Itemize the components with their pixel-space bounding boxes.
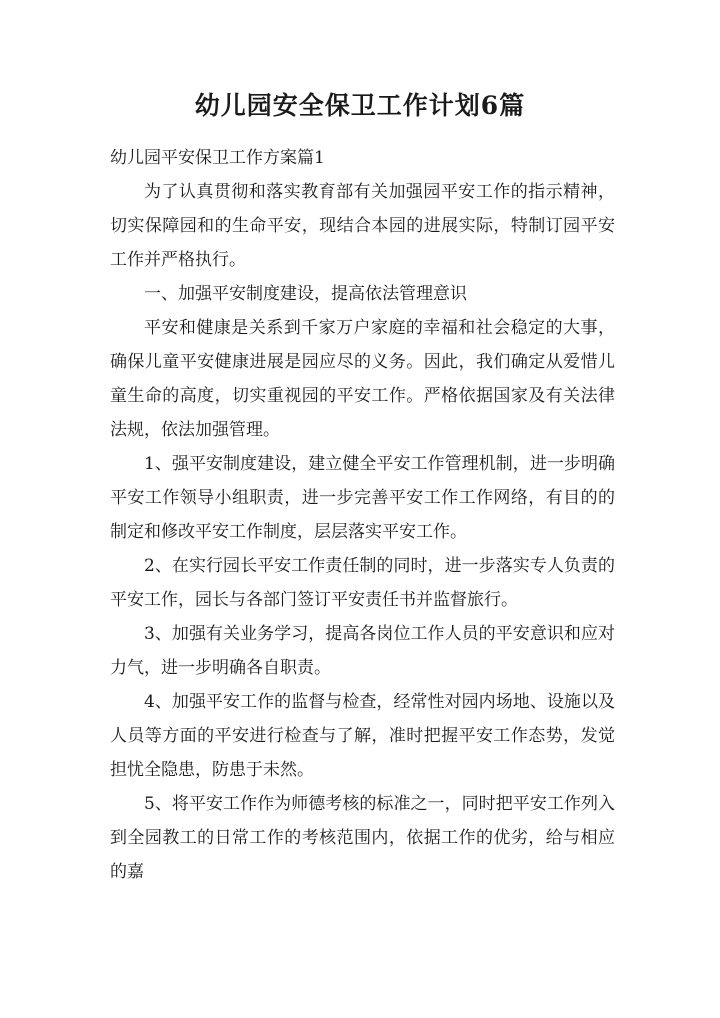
paragraph: 5、将平安工作作为师德考核的标准之一，同时把平安工作列入到全园教工的日常工作的考核范围内，依据工作的优劣，给与相应的嘉 bbox=[110, 794, 615, 882]
paragraph: 平安和健康是关系到千家万户家庭的幸福和社会稳定的大事，确保儿童平安健康进展是园应尽的义务。因此，我们确定从爱惜儿童生命的高度，切实重视园的平安工作。严格依据国家及有关法律法规，依法加强管理。 bbox=[110, 318, 615, 440]
section-heading: 幼儿园平安保卫工作方案篇1 bbox=[110, 148, 325, 168]
paragraph: 2、在实行园长平安工作责任制的同时，进一步落实专人负责的平安工作，园长与各部门签订平安责任书并监督旅行。 bbox=[110, 556, 615, 610]
section-subheading: 一、加强平安制度建设，提高依法管理意识 bbox=[144, 284, 467, 304]
paragraph: 4、加强平安工作的监督与检查，经常性对园内场地、设施以及人员等方面的平安进行检查与了解，准时把握平安工作态势，发觉担忧全隐患，防患于未然。 bbox=[110, 692, 615, 780]
paragraph: 3、加强有关业务学习，提高各岗位工作人员的平安意识和应对力气，进一步明确各自职责。 bbox=[110, 624, 615, 678]
document-title: 幼儿园安全保卫工作计划6篇 bbox=[194, 91, 526, 120]
document-body bbox=[110, 141, 615, 889]
paragraph: 为了认真贯彻和落实教育部有关加强园平安工作的指示精神，切实保障园和的生命平安，现结合本园的进展实际，特制订园平安工作并严格执行。 bbox=[110, 182, 615, 270]
paragraph: 1、强平安制度建设，建立健全平安工作管理机制，进一步明确平安工作领导小组职责，进一步完善平安工作工作网络，有目的的制定和修改平安工作制度，层层落实平安工作。 bbox=[110, 454, 615, 542]
